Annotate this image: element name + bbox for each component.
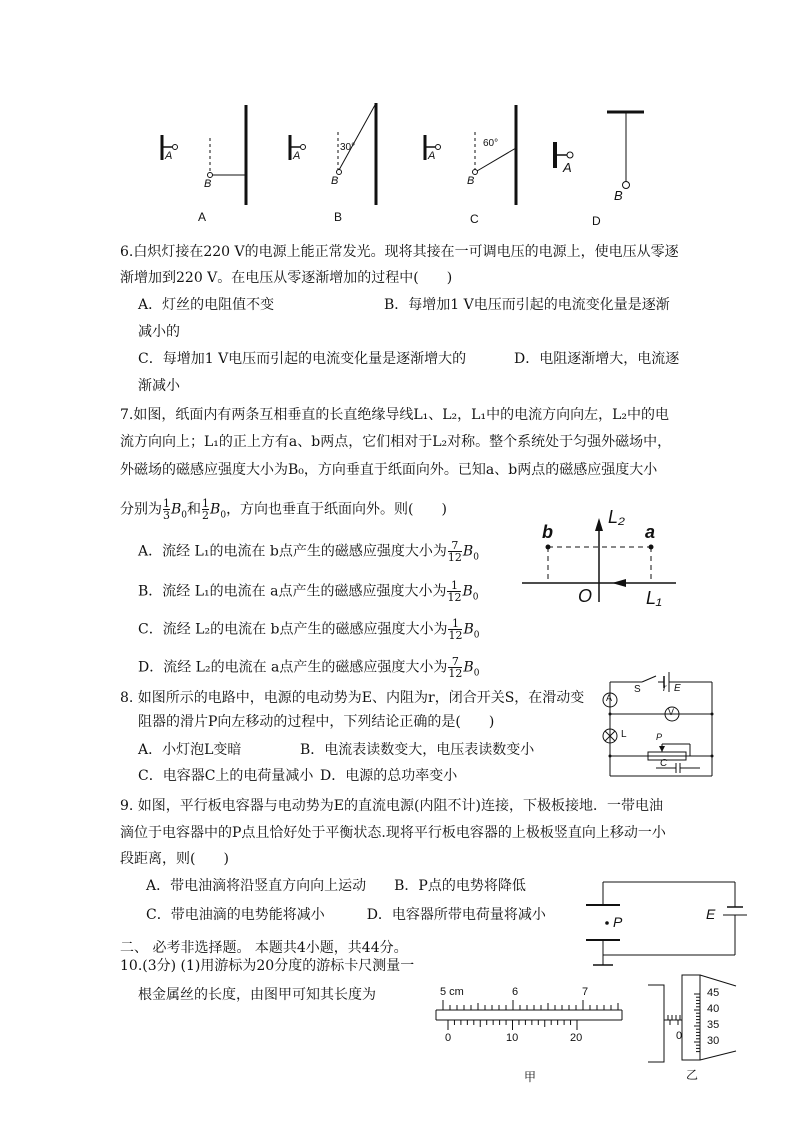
caliper-vernier-0: 0 (445, 1032, 452, 1044)
q7-label-o: O (578, 586, 593, 606)
q9-stem-1: 9. 如图，平行板电容器与电动势为E的直流电源(内阻不计)连接，下极板接地．一带电油 (120, 798, 663, 814)
section-heading: 二、 必考非选择题。 本题共4小题，共44分。 (120, 940, 408, 956)
q7-option-b: B．流经 L₁的电流在 a点产生的磁感应强度大小为 $\frac{1}{12}$ $B_0$ (138, 579, 479, 604)
label-b: B (334, 210, 343, 224)
q8-voltmeter: V (668, 707, 675, 717)
q8-stem-1: 8. 如图所示的电路中，电源的电动势为E、内阻为r，闭合开关S，在滑动变 (120, 690, 585, 706)
q6-option-c: C．每增加1 V电压而引起的电流变化量是逐渐增大的 (138, 351, 467, 367)
fig-c-point-a: A (428, 150, 436, 162)
q7-point-a: a (645, 522, 656, 542)
fig-d-point-b: B (614, 188, 623, 203)
q8-label-r: r (663, 683, 667, 694)
q6-stem-2: 渐增加到220 V。在电压从零逐渐增加的过程中( ) (120, 270, 453, 286)
q7-point-b: b (542, 522, 553, 542)
q6-stem-1: 6.白炽灯接在220 V的电源上能正常发光。现将其接在一可调电压的电源上，使电压从零逐 (120, 244, 679, 260)
q8-option-c: C．电容器C上的电荷量减小 (138, 768, 314, 784)
caliper-main-6: 6 (512, 986, 519, 998)
caliper-main-7: 7 (582, 986, 589, 998)
q7-stem-4: 分别为 $\frac{1}{3}$ $B_0$和 $\frac{1}{2}$ $B_0$，方向也垂直于纸面向外。则( ) (120, 497, 447, 522)
q7-stem-2: 流方向向上；L₁的正上方有a、b两点，它们相对于L₂对称。整个系统处于匀强外磁场中， (120, 434, 672, 450)
q8-label-s: S (634, 684, 641, 695)
q7-stem-3: 外磁场的磁感应强度大小为B₀，方向垂直于纸面向外。已知a、b两点的磁感应强度大小 (120, 462, 658, 478)
micrometer-zero: 0 (676, 1030, 683, 1042)
q9-options-cd: C．带电油滴的电势能将减小 D．电容器所带电荷量将减小 (146, 907, 546, 923)
option-b-figure (290, 103, 376, 205)
micrometer-30: 30 (707, 1035, 720, 1047)
fig-a-point-a: A (165, 150, 173, 162)
q7-stem-4-post: ，方向也垂直于纸面向外。则( ) (226, 501, 447, 518)
label-a: A (198, 210, 207, 224)
fig-a-point-b: B (204, 178, 212, 190)
q9-options-ab: A．带电油滴将沿竖直方向向上运动 B．P点的电势将降低 (146, 878, 526, 894)
q8-label-e: E (674, 683, 681, 694)
q6-option-b-cont: 减小的 (138, 324, 180, 340)
fig-b-point-b: B (331, 175, 339, 187)
caliper-main-5cm: 5 cm (440, 986, 464, 998)
q8-option-a: A．小灯泡L变暗 (138, 742, 242, 758)
label-c: C (470, 212, 479, 226)
q10-stem-2: 根金属丝的长度，由图甲可知其长度为 (138, 987, 376, 1003)
q8-option-d: D．电源的总功率变小 (320, 768, 458, 784)
q9-stem-2: 滴位于电容器中的P点且恰好处于平衡状态.现将平行板电容器的上极板竖直向上移动一小 (120, 825, 666, 841)
q8-stem-2: 阻器的滑片P向左移动的过程中，下列结论正确的是( ) (138, 714, 495, 730)
q6-option-d: D．电阻逐渐增大，电流逐 (514, 351, 680, 367)
q9-label-e: E (706, 906, 716, 922)
caliper-label-jia: 甲 (524, 1070, 537, 1084)
fraction-one-half: $\frac{1}{2}$ (202, 497, 210, 522)
micrometer-45: 45 (707, 987, 720, 999)
option-a-figure (162, 105, 246, 205)
fig-c-point-b: B (467, 175, 475, 187)
q7-label-l1: L₁ (646, 588, 662, 608)
q7-option-d: D．流经 L₂的电流在 a点产生的磁感应强度大小为 $\frac{7}{12}$ $B_0$ (138, 655, 480, 680)
q7-option-a: A．流经 L₁的电流在 b点产生的磁感应强度大小为 $\frac{7}{12}$ $B_0$ (138, 539, 479, 564)
fraction-one-third: $\frac{1}{3}$ (163, 497, 170, 522)
q8-label-p: P (656, 732, 663, 742)
fig-c-angle: 60° (483, 138, 499, 149)
q8-label-l: L (621, 729, 627, 740)
q8-label-c: C (660, 758, 668, 769)
caliper-vernier-10: 10 (506, 1032, 519, 1044)
q7-option-c: C．流经 L₂的电流在 b点产生的磁感应强度大小为 $\frac{1}{12}$ $B_0$ (138, 617, 480, 642)
q8-option-b: B．电流表读数变大，电压表读数变小 (300, 742, 535, 758)
micrometer-35: 35 (707, 1019, 720, 1031)
top-figure (0, 0, 794, 240)
fig-d-point-a: A (563, 160, 572, 175)
option-c-figure (425, 105, 516, 205)
label-d: D (592, 214, 601, 228)
q9-stem-3: 段距离，则( ) (120, 851, 229, 867)
q10-stem-1: 10.(3分) (1)用游标为20分度的游标卡尺测量一 (120, 958, 415, 974)
caliper-vernier-20: 20 (570, 1032, 583, 1044)
micrometer-label-yi: 乙 (686, 1068, 699, 1082)
fig-b-point-a: A (293, 150, 301, 162)
q6-option-d-cont: 渐减小 (138, 378, 180, 394)
q7-stem-1: 7.如图，纸面内有两条互相垂直的长直绝缘导线L₁、L₂，L₁中的电流方向向左，L₂中的电 (120, 407, 669, 423)
micrometer-40: 40 (707, 1003, 720, 1015)
q8-ammeter: A (606, 693, 613, 703)
q9-label-p: P (613, 914, 623, 930)
option-d-figure (555, 112, 644, 189)
fig-b-angle: 30° (340, 142, 356, 153)
q7-label-l2: L₂ (608, 507, 625, 527)
q7-stem-4-pre: 分别为 (120, 501, 162, 518)
q6-option-a: A．灯丝的电阻值不变 (138, 297, 275, 313)
q6-option-b: B．每增加1 V电压而引起的电流变化量是逐渐 (384, 297, 670, 313)
